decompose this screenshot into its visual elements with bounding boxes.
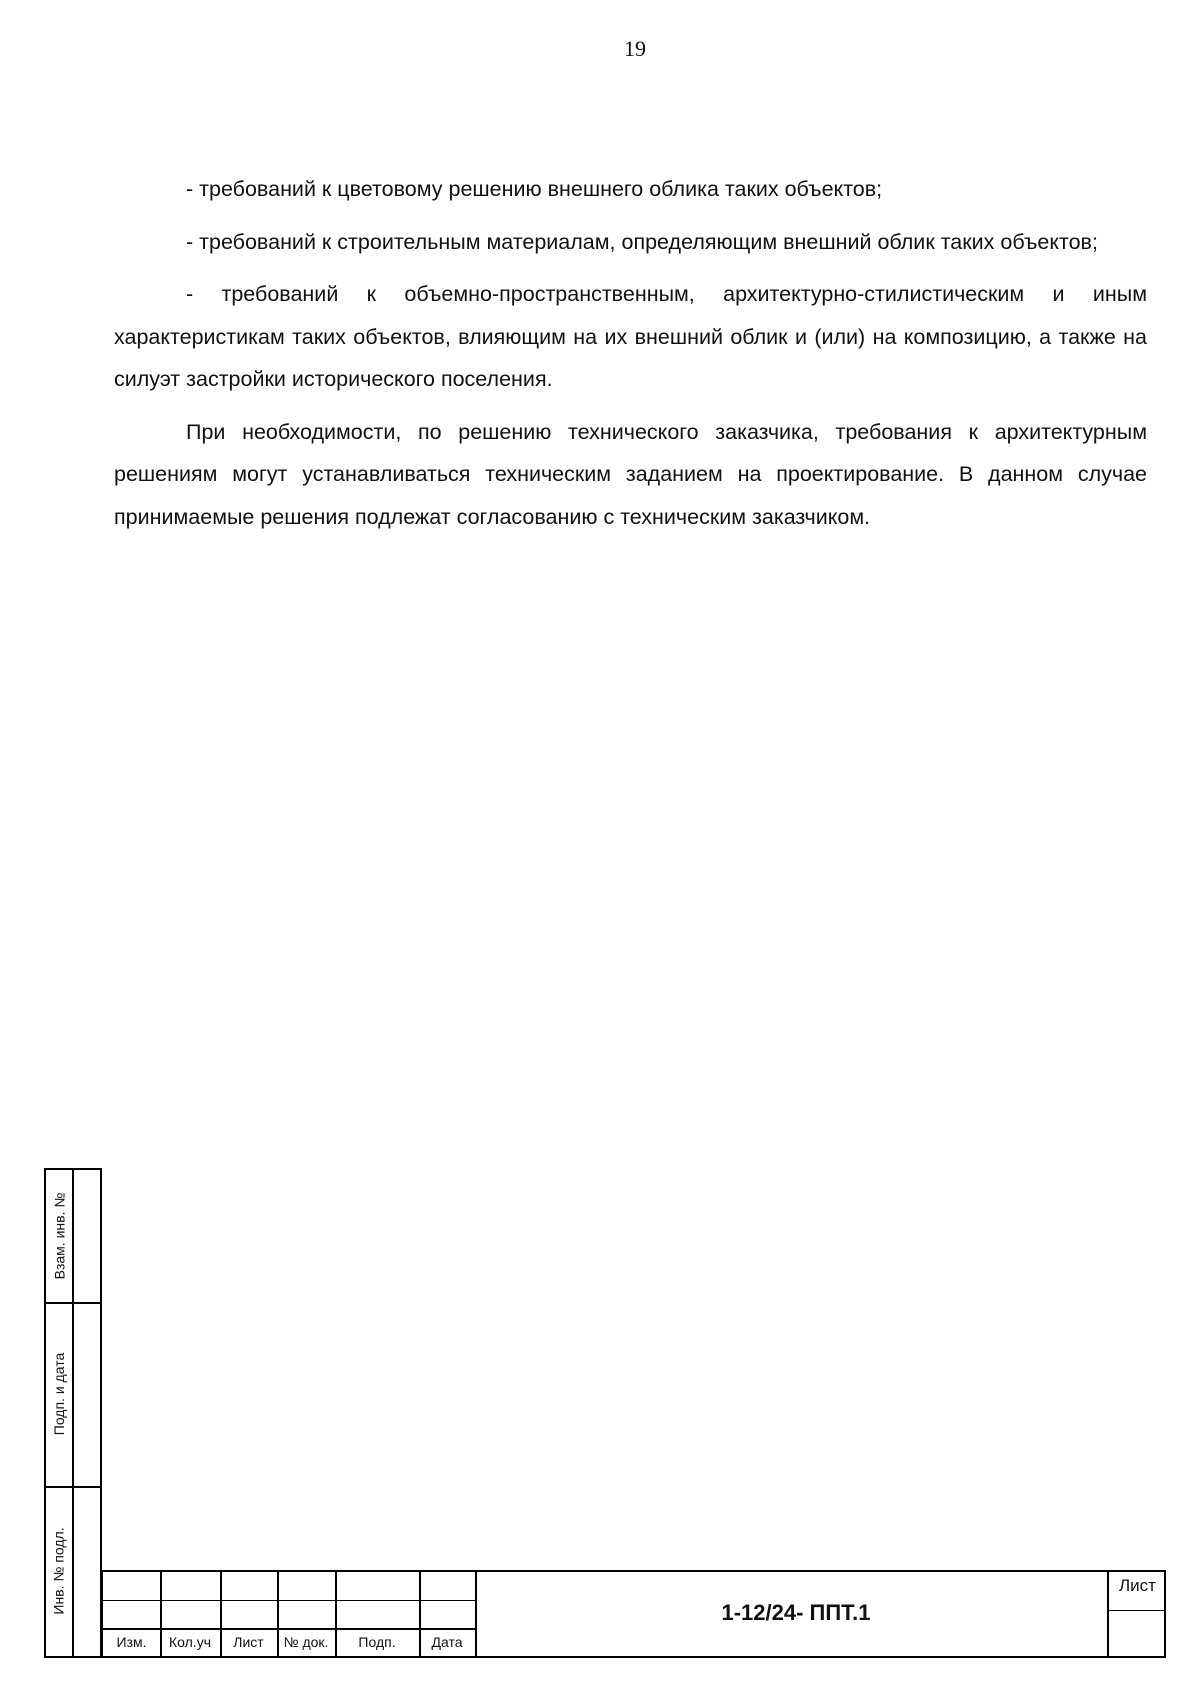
document-code: 1-12/24- ППТ.1 bbox=[721, 1600, 871, 1625]
original-inventory-label: Инв. № подл. bbox=[51, 1527, 67, 1615]
document-body bbox=[114, 168, 1147, 548]
paragraph-color-requirements: - требований к цветовому решению внешнего облика таких объектов; bbox=[186, 177, 883, 201]
column-sheet-label: Лист bbox=[233, 1634, 264, 1650]
paragraph-spatial-requirements: - требований к объемно-пространственным, архитектурно-стилистическим и иным характеристикам таких объектов, влияющим на их внешний облик и (или) на композицию, а также на силуэт застройки исторического поселения. bbox=[114, 282, 1147, 391]
title-block bbox=[101, 1570, 1166, 1658]
page-number: 19 bbox=[624, 36, 646, 61]
replacement-inventory-label: Взам. инв. № bbox=[51, 1192, 68, 1280]
paragraph-materials-requirements: - требований к строительным материалам, определяющим внешний облик таких объектов; bbox=[186, 229, 1098, 254]
column-date-label: Дата bbox=[431, 1634, 463, 1650]
column-change-label: Изм. bbox=[116, 1634, 147, 1650]
binding-strip bbox=[44, 1168, 102, 1658]
column-signature-label: Подп. bbox=[358, 1634, 396, 1650]
column-doc-number-label: № док. bbox=[283, 1634, 329, 1650]
signature-date-label: Подп. и дата bbox=[51, 1352, 67, 1436]
sheet-label: Лист bbox=[1119, 1576, 1156, 1595]
column-count-label: Кол.уч bbox=[169, 1634, 211, 1650]
paragraph-customer-requirements: При необходимости, по решению технического заказчика, требования к архитектурным решениям могут устанавливаться техническим заданием на проектирование. В данном случае принимаемые решения подлежат согласованию с техническим заказчиком. bbox=[114, 419, 1147, 529]
